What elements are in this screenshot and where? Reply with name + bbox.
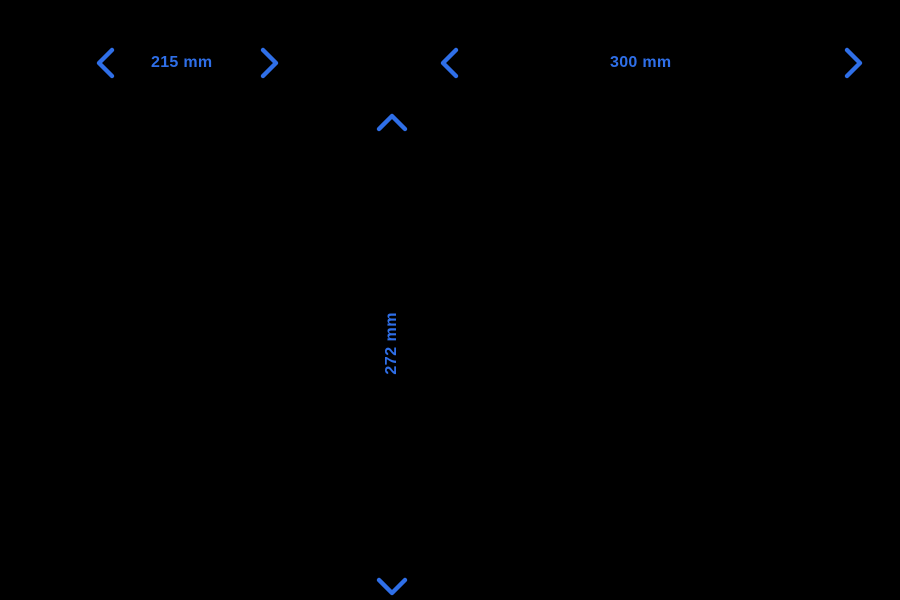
chevron-left-icon[interactable] — [437, 46, 463, 80]
dimension-label-width-right: 300 mm — [610, 54, 672, 71]
chevron-right-icon[interactable] — [840, 46, 866, 80]
dimension-label-height: 272 mm — [383, 312, 400, 375]
chevron-right-icon[interactable] — [256, 46, 282, 80]
chevron-up-icon[interactable] — [375, 110, 409, 136]
dimension-label-width-left: 215 mm — [151, 54, 213, 71]
chevron-down-icon[interactable] — [375, 573, 409, 599]
chevron-left-icon[interactable] — [93, 46, 119, 80]
